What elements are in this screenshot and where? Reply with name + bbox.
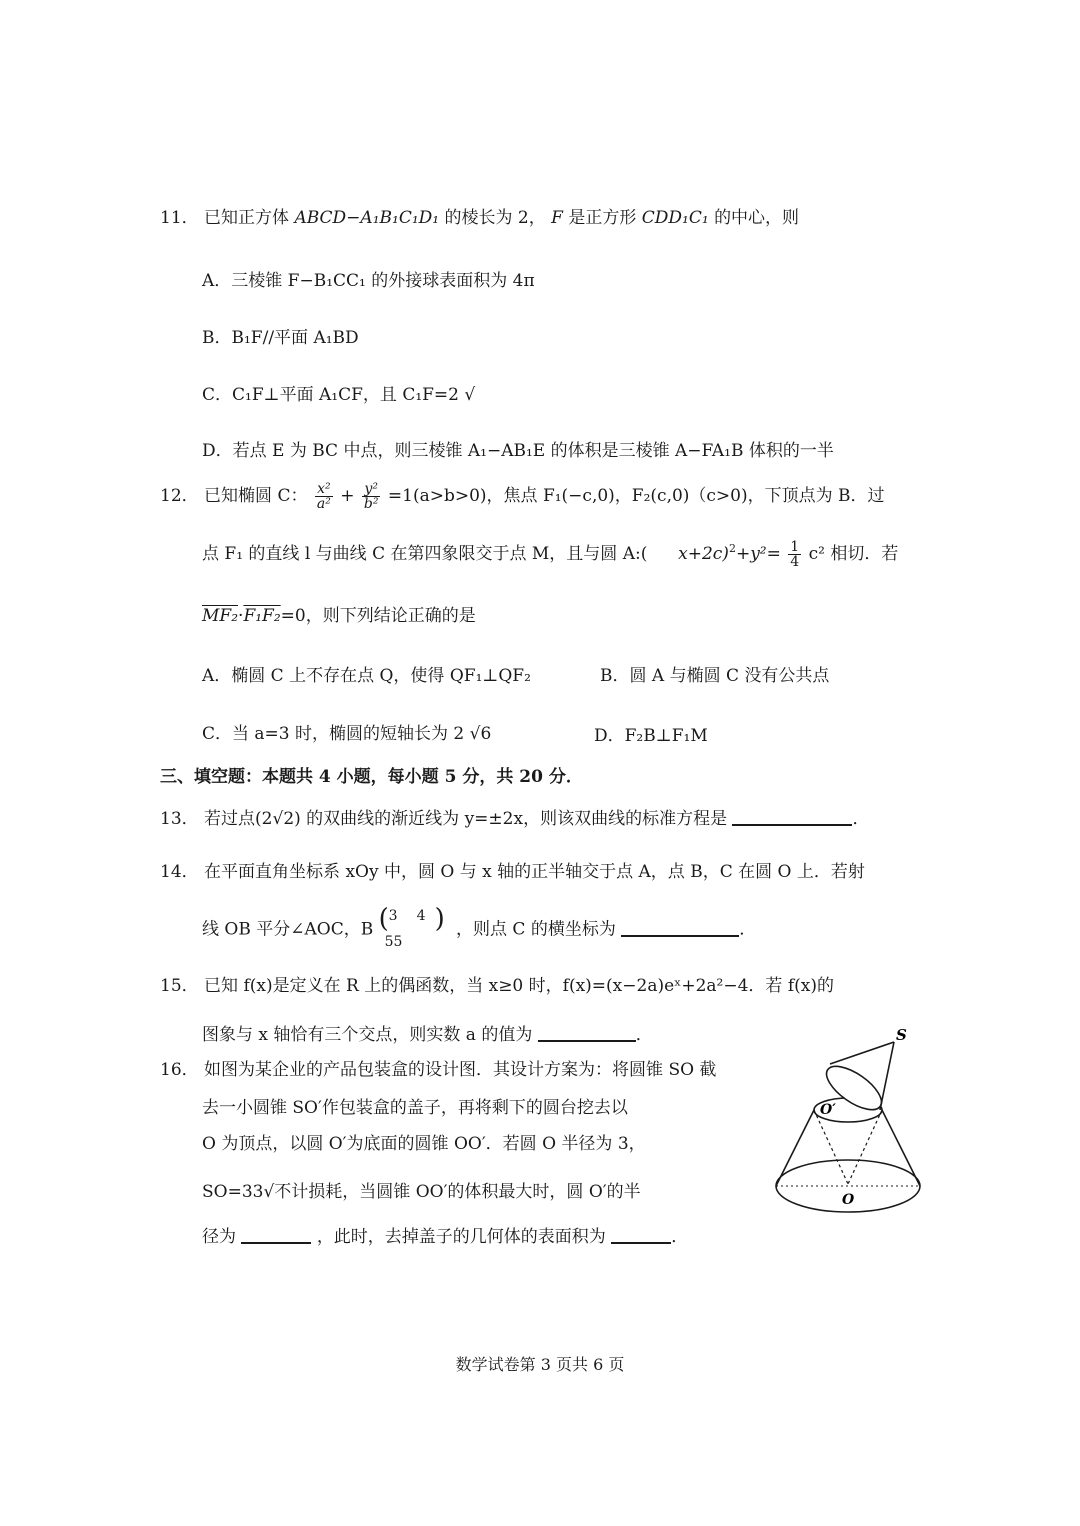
q16-line1: 16． 如图为某企业的产品包装盒的设计图．其设计方案为：将圆锥 SO 截 [160,1060,717,1080]
q12-line2: 点 F₁ 的直线 l 与曲线 C 在第四象限交于点 M，且与圆 A:( x+2c)$^2$+y²= $\frac{1}{4}$ c² 相切．若 [202,539,899,570]
fraction-x2-a2: $\frac{\text{x²}}{\text{a²}}$ [316,481,331,512]
q11-option-d: D．若点 E 为 BC 中点，则三棱锥 A₁−AB₁E 的体积是三棱锥 A−FA₁B 体积的一半 [202,441,834,461]
fraction-one-quarter: $\frac{1}{4}$ [790,539,800,570]
vector-f1f2: F₁F₂ [243,606,281,626]
q12-line3: MF₂·F₁F₂=0，则下列结论正确的是 [202,606,476,626]
q13-number: 13． [160,809,199,829]
section-heading: 三、填空题：本题共 4 小题，每小题 5 分，共 20 分． [160,767,583,787]
q14-line2: 线 OB 平分∠AOC，B ( 3 4 55 ) ，则点 C 的横坐标为 ． [202,904,757,950]
lid-side-lower [880,1042,894,1110]
q15-line2: 图象与 x 轴恰有三个交点，则实数 a 的值为 ． [202,1025,653,1045]
point-b-coordinates: ( 3 4 55 ) [378,904,445,950]
q12-option-d: D．F₂B⊥F₁M [594,726,708,746]
lid-side-upper [830,1042,894,1064]
label-s: S [896,1026,907,1044]
answer-blank-radius[interactable] [241,1226,311,1244]
q12-option-b: B．圆 A 与椭圆 C 没有公共点 [600,666,830,686]
q14-line1: 14． 在平面直角坐标系 xOy 中，圆 O 与 x 轴的正半轴交于点 A，点 B，C 在圆 O 上．若射 [160,862,865,882]
q11-stem: 11． 已知正方体 ABCD−A₁B₁C₁D₁ 的棱长为 2， F 是正方形 CDD₁C₁ 的中心，则 [160,208,800,228]
q12-option-a: A．椭圆 C 上不存在点 Q，使得 QF₁⊥QF₂ [202,666,531,686]
label-o-prime: O′ [820,1102,836,1118]
q12-number: 12． [160,486,199,506]
answer-blank[interactable] [621,919,739,937]
answer-blank[interactable] [538,1024,636,1042]
q11-number: 11． [160,208,199,228]
cone-figure [770,1024,970,1224]
answer-blank-area[interactable] [611,1226,671,1244]
frustum-side-left [776,1110,814,1186]
page-footer: 数学试卷第 3 页共 6 页 [455,1355,625,1374]
q12-option-c: C．当 a=3 时，椭圆的短轴长为 2 √6 [202,724,492,744]
label-o: O [842,1192,855,1208]
q15-number: 15． [160,976,199,996]
q16-line4: SO=33√不计损耗，当圆锥 OO′的体积最大时，圆 O′的半 [202,1182,641,1202]
q13: 13． 若过点(2√2) 的双曲线的渐近线为 y=±2x，则该双曲线的标准方程是 ． [160,809,870,829]
q16-line3: O 为顶点，以圆 O′为底面的圆锥 OO′．若圆 O 半径为 3， [202,1134,646,1154]
q15-line1: 15． 已知 f(x)是定义在 R 上的偶函数，当 x≥0 时，f(x)=(x−2a)eˣ+2a²−4．若 f(x)的 [160,976,834,996]
q11-option-a: A．三棱锥 F−B₁CC₁ 的外接球表面积为 4π [202,271,535,291]
q14-number: 14． [160,862,199,882]
q16-line5: 径为 ，此时，去掉盖子的几何体的表面积为 ． [202,1227,689,1247]
fraction-y2-b2: $\frac{\text{y²}}{\text{b²}}$ [363,481,379,512]
q16-line2: 去一小圆锥 SO′作包装盒的盖子，再将剩下的圆台挖去以 [202,1098,628,1118]
q12-line1: 12． 已知椭圆 C： $\frac{\text{x²}}{\text{a²}}$ + $\frac{\text{y²}}{\text{b²}}$ =1(a>b>0)，焦点 F₁(−c,0)，F₂(c,0)（c>0)，下顶点为 B．过 [160,481,885,512]
q16-number: 16． [160,1060,199,1080]
q11-option-b: B．B₁F//平面 A₁BD [202,328,359,348]
q11-option-c: C．C₁F⊥平面 A₁CF，且 C₁F=2 √ [202,385,476,405]
frustum-side-right [882,1110,920,1186]
answer-blank[interactable] [732,808,852,826]
vector-mf2: MF₂ [202,606,239,626]
